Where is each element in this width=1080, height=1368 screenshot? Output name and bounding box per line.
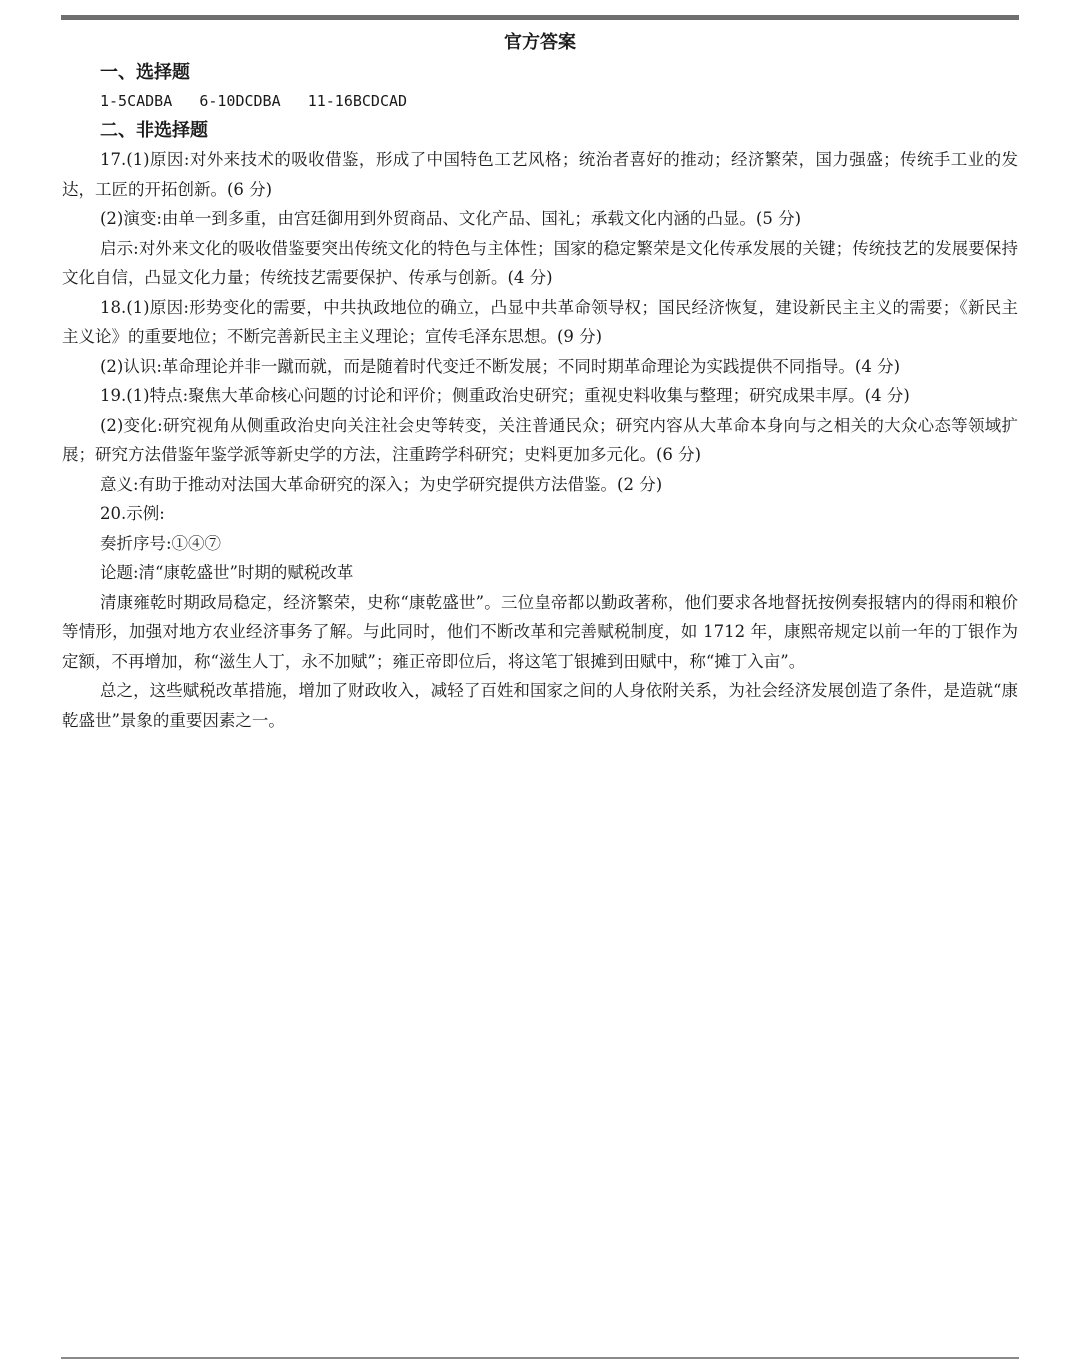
answer-document <box>62 28 1018 735</box>
answer-paragraph: 19.(1)特点:聚焦大革命核心问题的讨论和评价；侧重政治史研究；重视史料收集与整理；研究成果丰厚。(4 分) <box>100 386 910 405</box>
section-heading-choice: 一、选择题 <box>100 62 190 83</box>
answer-paragraph: (2)变化:研究视角从侧重政治史向关注社会史等转变，关注普通民众；研究内容从大革命本身向与之相关的大众心态等领域扩展；研究方法借鉴年鉴学派等新史学的方法，注重跨学科研究；史料更加多元化。(6 分) <box>62 415 1018 464</box>
answer-paragraph: 总之，这些赋税改革措施，增加了财政收入，减轻了百姓和国家之间的人身依附关系，为社会经济发展创造了条件，是造就“康乾盛世”景象的重要因素之一。 <box>62 681 1018 730</box>
answer-paragraph: 20.示例: <box>100 504 165 523</box>
answer-paragraph: 17.(1)原因:对外来技术的吸收借鉴，形成了中国特色工艺风格；统治者喜好的推动；经济繁荣，国力强盛；传统手工业的发达，工匠的开拓创新。(6 分) <box>62 150 1018 199</box>
answer-paragraph: 清康雍乾时期政局稳定，经济繁荣，史称“康乾盛世”。三位皇帝都以勤政著称，他们要求各地督抚按例奏报辖内的得雨和粮价等情形，加强对地方农业经济事务了解。与此同时，他们不断改革和完善赋税制度，如 1712 年，康熙帝规定以前一年的丁银作为定额，不再增加，称“滋生人丁，永不加赋”；雍正帝即位后，将这笔丁银摊到田赋中，称“摊丁入亩”。 <box>62 592 1018 671</box>
answer-paragraph: 论题:清“康乾盛世”时期的赋税改革 <box>100 563 354 582</box>
answer-paragraph: 18.(1)原因:形势变化的需要，中共执政地位的确立，凸显中共革命领导权；国民经济恢复，建设新民主主义的需要；《新民主主义论》的重要地位；不断完善新民主主义理论；宣传毛泽东思想。(9 分) <box>62 297 1018 346</box>
top-divider <box>61 15 1019 20</box>
answer-paragraph: 启示:对外来文化的吸收借鉴要突出传统文化的特色与主体性；国家的稳定繁荣是文化传承发展的关键；传统技艺的发展要保持文化自信，凸显文化力量；传统技艺需要保护、传承与创新。(4 分) <box>62 238 1018 287</box>
answer-paragraph: (2)演变:由单一到多重，由宫廷御用到外贸商品、文化产品、国礼；承载文化内涵的凸显。(5 分) <box>100 209 802 228</box>
answer-paragraph: (2)认识:革命理论并非一蹴而就，而是随着时代变迁不断发展；不同时期革命理论为实践提供不同指导。(4 分) <box>100 356 901 376</box>
section-heading-nonchoice: 二、非选择题 <box>100 120 208 141</box>
choice-answers: 1-5CADBA 6-10DCDBA 11-16BCDCAD <box>100 92 408 110</box>
answer-paragraph: 奏折序号:①④⑦ <box>100 533 222 553</box>
answer-paragraph: 意义:有助于推动对法国大革命研究的深入；为史学研究提供方法借鉴。(2 分) <box>100 474 663 494</box>
document-title: 官方答案 <box>504 32 576 53</box>
bottom-divider <box>61 1357 1019 1359</box>
